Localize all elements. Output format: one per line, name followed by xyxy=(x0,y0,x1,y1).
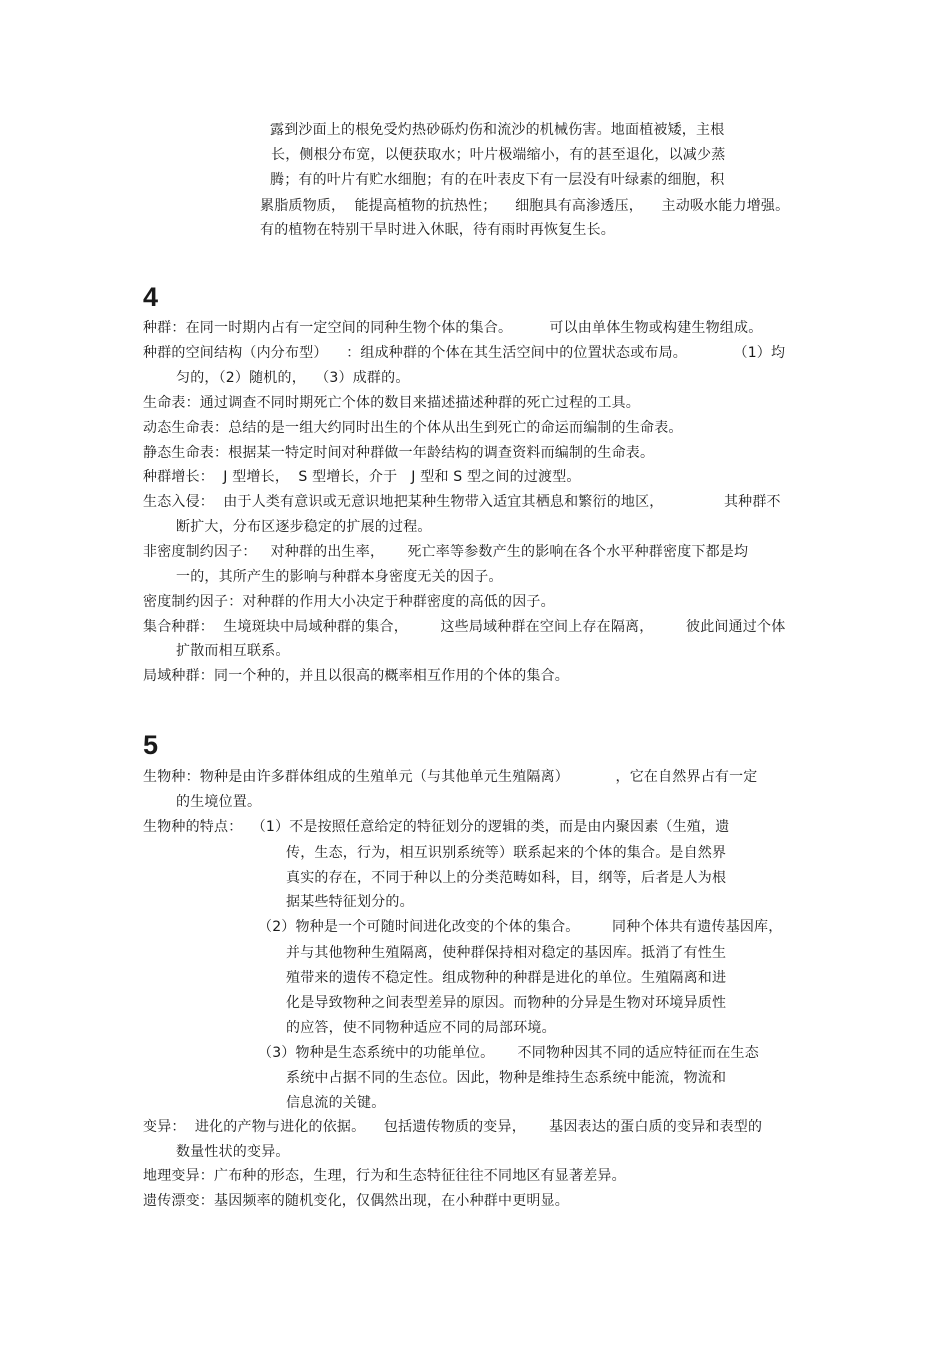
definition-line: （3）物种是生态系统中的功能单位。 不同物种因其不同的适应特征而在生态 xyxy=(258,1045,759,1061)
definition-line: 集合种群： 生境斑块中局域种群的集合， 这些局域种群在空间上存在隔离， 彼此间通过个体 xyxy=(143,619,786,635)
definition-line: （2）物种是一个可随时间进化改变的个体的集合。 同种个体共有遗传基因库， xyxy=(258,919,783,935)
definition-line: 据某些特征划分的。 xyxy=(286,894,414,910)
definition-line: 真实的存在，不同于种以上的分类范畴如科，目，纲等，后者是人为根 xyxy=(286,870,727,886)
definition-line: 扩散而相互联系。 xyxy=(176,643,290,659)
intro-line: 有的植物在特别干旱时进入休眠，待有雨时再恢复生长。 xyxy=(260,222,615,238)
definition-line: 种群的空间结构（内分布型） ：组成种群的个体在其生活空间中的位置状态或布局。 （1）均 xyxy=(143,345,786,361)
definition-line: 系统中占据不同的生态位。因此，物种是维持生态系统中能流，物流和 xyxy=(286,1070,727,1086)
definition-line: 遗传漂变：基因频率的随机变化，仅偶然出现，在小种群中更明显。 xyxy=(143,1193,569,1209)
definition-line: 非密度制约因子： 对种群的出生率， 死亡率等参数产生的影响在各个水平种群密度下都是均 xyxy=(143,544,749,560)
definition-line: 种群增长： J 型增长， S 型增长，介于 J 型和 S 型之间的过渡型。 xyxy=(143,469,581,485)
definition-line: 的应答，使不同物种适应不同的局部环境。 xyxy=(286,1020,556,1036)
definition-line: 地理变异：广布种的形态，生理，行为和生态特征往往不同地区有显著差异。 xyxy=(143,1168,626,1184)
definition-line: 变异： 进化的产物与进化的依据。 包括遗传物质的变异， 基因表达的蛋白质的变异和表型的 xyxy=(143,1119,763,1135)
intro-line: 长，侧根分布宽，以便获取水；叶片极端缩小，有的甚至退化，以减少蒸 xyxy=(271,147,726,163)
definition-line: 并与其他物种生殖隔离，使种群保持相对稳定的基因库。抵消了有性生 xyxy=(286,945,727,961)
definition-line: 一的，其所产生的影响与种群本身密度无关的因子。 xyxy=(176,569,503,585)
section-heading: 4 xyxy=(143,282,159,312)
definition-line: 殖带来的遗传不稳定性。组成物种的种群是进化的单位。生殖隔离和进 xyxy=(286,970,727,986)
definition-line: 种群：在同一时期内占有一定空间的同种生物个体的集合。 可以由单体生物或构建生物组成。 xyxy=(143,320,763,336)
definition-line: 数量性状的变异。 xyxy=(176,1144,290,1160)
definition-line: 化是导致物种之间表型差异的原因。而物种的分异是生物对环境异质性 xyxy=(286,995,727,1011)
definition-line: 动态生命表：总结的是一组大约同时出生的个体从出生到死亡的命运而编制的生命表。 xyxy=(143,420,683,436)
definition-line: 生物种的特点： （1）不是按照任意给定的特征划分的逻辑的类，而是由内聚因素（生殖，遗 xyxy=(143,819,730,835)
definition-line: 匀的，（2）随机的， （3）成群的。 xyxy=(176,370,410,386)
definition-line: 的生境位置。 xyxy=(176,794,262,810)
definition-line: 生物种：物种是由许多群体组成的生殖单元（与其他单元生殖隔离） ，它在自然界占有一定 xyxy=(143,769,758,785)
definition-line: 信息流的关键。 xyxy=(286,1095,386,1111)
definition-line: 局域种群：同一个种的，并且以很高的概率相互作用的个体的集合。 xyxy=(143,668,569,684)
intro-line: 露到沙面上的根免受灼热砂砾灼伤和流沙的机械伤害。地面植被矮，主根 xyxy=(270,122,725,138)
definition-line: 生态入侵： 由于人类有意识或无意识地把某种生物带入适宜其栖息和繁衍的地区， 其种群不 xyxy=(143,494,781,510)
definition-line: 静态生命表：根据某一特定时间对种群做一年龄结构的调查资料而编制的生命表。 xyxy=(143,445,655,461)
intro-line: 腾；有的叶片有贮水细胞；有的在叶表皮下有一层没有叶绿素的细胞，积 xyxy=(270,172,725,188)
section-heading: 5 xyxy=(143,730,159,760)
intro-line: 累脂质物质， 能提高植物的抗热性； 细胞具有高渗透压， 主动吸水能力增强。 xyxy=(260,198,790,214)
definition-line: 断扩大，分布区逐步稳定的扩展的过程。 xyxy=(176,519,432,535)
definition-line: 传，生态，行为，相互识别系统等）联系起来的个体的集合。是自然界 xyxy=(286,845,727,861)
definition-line: 生命表：通过调查不同时期死亡个体的数目来描述描述种群的死亡过程的工具。 xyxy=(143,395,640,411)
definition-line: 密度制约因子：对种群的作用大小决定于种群密度的高低的因子。 xyxy=(143,594,555,610)
